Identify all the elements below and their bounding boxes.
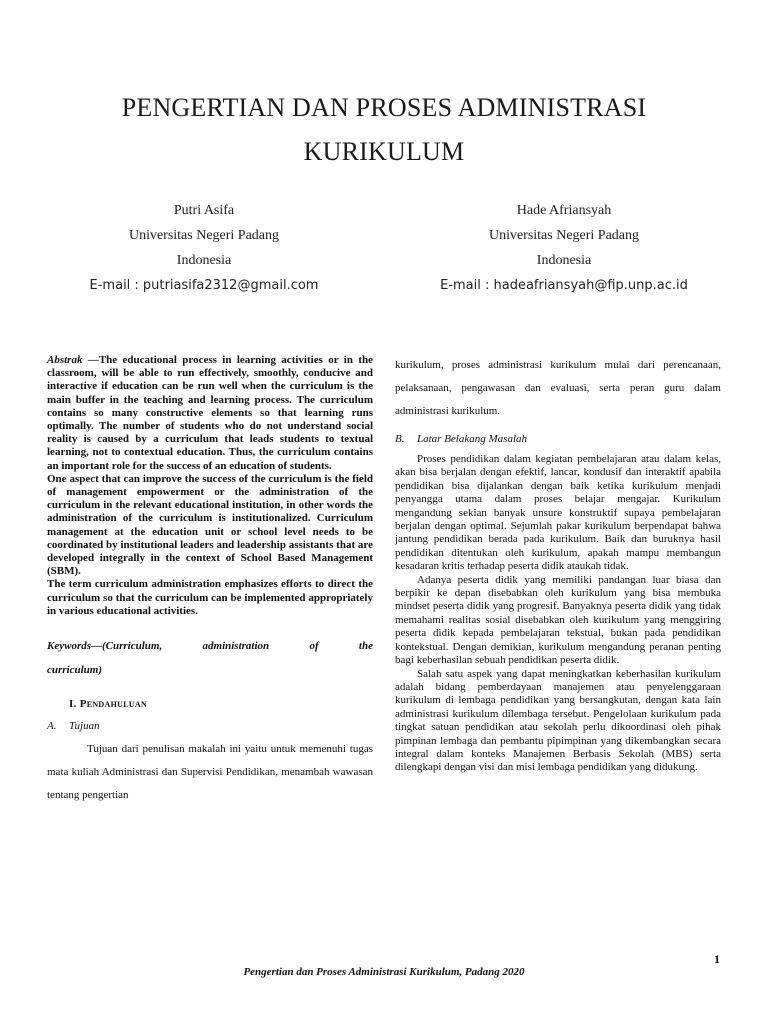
right-column [395, 354, 721, 775]
subsection-number: A. [47, 720, 57, 733]
author-block-2 [414, 198, 714, 298]
body-paragraph: kurikulum, proses administrasi kurikulum mulai dari perencanaan, pelaksanaan, pengawasan dan evaluasi, serta peran guru dalam administrasi kurikulum. [395, 359, 721, 417]
abstract-label: Abstrak — [47, 354, 99, 366]
section-title: Pendahuluan [79, 698, 148, 711]
paper-title: PENGERTIAN DAN PROSES ADMINISTRASI KURIKULUM [121, 93, 647, 166]
author-university: Universitas Negeri Padang [488, 228, 640, 243]
subsection-heading [395, 433, 721, 445]
body-paragraph: Tujuan dari penulisan makalah ini yaitu untuk memenuhi tugas mata kuliah Administrasi dan Supervisi Pendidikan, menambah wawasan tentang pengertian [47, 743, 373, 802]
author-email: E-mail : putriasifa2312@gmail.com [89, 278, 319, 293]
subsection-title: Tujuan [69, 720, 100, 733]
page-footer: Pengertian dan Proses Administrasi Kurikulum, Padang 2020 [243, 966, 525, 978]
author-email: E-mail : hadeafriansyah@fip.unp.ac.id [440, 278, 688, 293]
author-name: Hade Afriansyah [516, 203, 612, 218]
subsection-title: Latar Belakang Masalah [417, 433, 527, 445]
page-number: 1 [714, 952, 720, 966]
left-column [47, 354, 373, 807]
body-paragraph: Salah satu aspek yang dapat meningkatkan keberhasilan kurikulum adalah bidang pemberdayaan manajemen atau penyelenggaraan kurikulum di lembaga pendidikan yang bersangkutan, dengan kata lain administrasi kurikulum dilembaga tersebut. Pengelolaan kurikulum pada tingkat satuan pendidikan atau sekolah perlu dikoordinasi oleh pihak pimpinan lembaga dan pembantu pipimpinan yang dikembangkan secara integral dalam konteks Manajemen Berbasis Sekolah (MBS) serta dilengkapi dengan visi dan misi lembaga pendidikan yang didukung. [395, 667, 721, 774]
author-university: Universitas Negeri Padang [128, 228, 280, 243]
abstract-paragraph: One aspect that can improve the success of the curriculum is the field of management empowerment or the administration of the curriculum in the relevant educational institution, in other words the administration of the curriculum is institutionalized. Curriculum management at the education unit or school level needs to be coordinated by institutional leaders and leadership assistants that are developed integrally in the context of School Based Management (SBM). [47, 472, 373, 578]
author-name: Putri Asifa [173, 203, 235, 218]
abstract-paragraph: The term curriculum administration emphasizes efforts to direct the curriculum so that the curriculum can be implemented appropriately in various educational activities. [47, 578, 373, 617]
author-country: Indonesia [176, 253, 232, 268]
section-heading [47, 698, 373, 710]
author-country: Indonesia [536, 253, 592, 268]
subsection-heading [47, 720, 373, 732]
abstract [47, 354, 373, 618]
keywords [47, 634, 373, 682]
body-paragraph: Proses pendidikan dalam kegiatan pembelajaran atau dalam kelas, akan bisa berjalan dengan efektif, lancar, kondusif dan interaktif apabila pendidikan bisa dijalankan dengan baik ketika kurikulum menjadi penyangga utama dalam proses belajar mengajar. Kurikulum mengandung sekian banyak unsure konstruktif supaya pembelajaran berjalan dengan optimal. Sejumlah pakar kurikulum berpendapat bahwa jantung pendidikan berada pada kurikulum. Baik dan buruknya hasil pendidikan ditentukan oleh kurikulum, apakah mampu membangun kesadaran kritis terhadap peserta didik ataukah tidak. [395, 453, 721, 573]
keywords-line: Keywords—(Curriculum, administration of the [47, 640, 373, 653]
abstract-paragraph: The educational process in learning activities or in the classroom, will be able to run effectively, smoothly, conducive and interactive if education can be run well when the curriculum is the main buffer in the teaching and learning process. The curriculum contains so many constructive elements so that learning runs optimally. The number of students who do not understand social reality is caused by a curriculum that leads students to textual learning, not to contextual education. Thus, the curriculum contains an important role for the success of an education of students. [47, 354, 373, 472]
subsection-number: B. [395, 433, 405, 445]
body-paragraph: Adanya peserta didik yang memiliki pandangan luar biasa dan berpikir ke depan disebabkan oleh kurikulum yang bisa membuka mindset peserta didik yang progresif. Banyaknya peserta didik yang tidak memahami realitas sosial disebabkan oleh kurikulum yang menggiring peserta didik kepada pembelajaran tekstual, bukan pada pendidikan kontekstual. Dengan demikian, kurikulum mengandung peranan penting bagi keberhasilan sebuah pendidikan peserta didik. [395, 573, 721, 667]
keywords-line: curriculum) [47, 664, 103, 677]
author-block-1 [54, 198, 354, 298]
section-number: I. [69, 698, 77, 711]
